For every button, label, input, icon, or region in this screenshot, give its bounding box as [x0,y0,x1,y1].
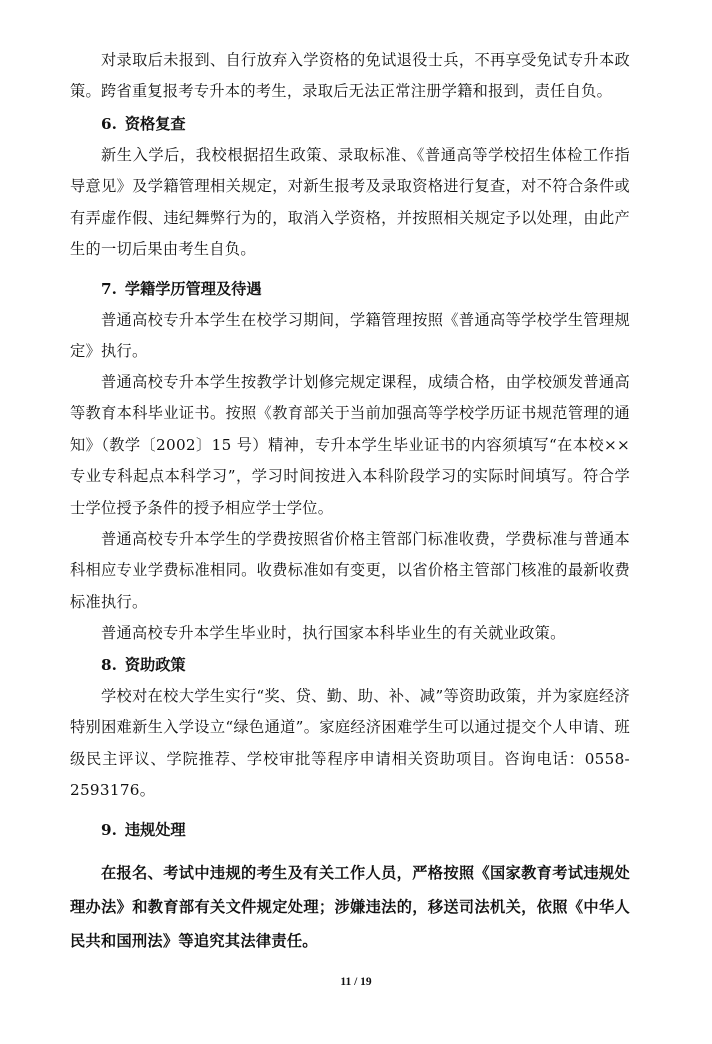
section-6-heading [70,109,661,140]
section-6-title: 资格复查 [124,115,186,133]
section-9-number: 9. [101,821,117,839]
section-7-paragraph-2: 普通高校专升本学生按教学计划修完规定课程，成绩合格，由学校颁发普通高等教育本科毕业证书。按照《教育部关于当前加强高等学校学历证书规范管理的通知》（教学〔2002〕15 号）精神，专升本学生毕业证书的内容须填写“在本校××专业专科起点本科学习”，学习时间按进入本科阶段学习的实际时间填写。符合学士学位授予条件的授予相应学士学位。 [70,373,630,517]
section-6-paragraph: 新生入学后，我校根据招生政策、录取标准、《普通高等学校招生体检工作指导意见》及学籍管理相关规定，对新生报考及录取资格进行复查，对不符合条件或有弄虚作假、违纪舞弊行为的，取消入学资格，并按照相关规定予以处理，由此产生的一切后果由考生自负。 [70,146,630,259]
section-7-title: 学籍学历管理及待遇 [124,280,262,298]
section-7-paragraph-3: 普通高校专升本学生的学费按照省价格主管部门标准收费，学费标准与普通本科相应专业学费标准相同。收费标准如有变更，以省价格主管部门核准的最新收费标准执行。 [70,530,630,611]
section-9-paragraph: 在报名、考试中违规的考生及有关工作人员，严格按照《国家教育考试违规处理办法》和教育部有关文件规定处理；涉嫌违法的，移送司法机关，依照《中华人民共和国刑法》等追究其法律责任。 [70,864,630,950]
section-7-paragraph-1: 普通高校专升本学生在校学习期间，学籍管理按照《普通高等学校学生管理规定》执行。 [70,311,630,361]
section-7-number: 7. [101,280,117,298]
page-number: 11 / 19 [340,976,372,988]
section-9-heading [70,815,661,846]
intro-paragraph: 对录取后未报到、自行放弃入学资格的免试退役士兵，不再享受免试专升本政策。跨省重复报考专升本的考生，录取后无法正常注册学籍和报到，责任自负。 [70,51,630,101]
section-6-number: 6. [101,115,117,133]
section-8-heading [70,650,661,681]
section-8-title: 资助政策 [124,656,186,674]
section-7-heading [70,274,661,305]
section-9-title: 违规处理 [124,821,186,839]
section-7-paragraph-4: 普通高校专升本学生毕业时，执行国家本科毕业生的有关就业政策。 [101,624,566,642]
section-8-number: 8. [101,656,117,674]
section-8-paragraph: 学校对在校大学生实行“奖、贷、勤、助、补、减”等资助政策，并为家庭经济特别困难新生入学设立“绿色通道”。家庭经济困难学生可以通过提交个人申请、班级民主评议、学院推荐、学校审批等程序申请相关资助项目。咨询电话：0558-2593176。 [70,687,630,800]
